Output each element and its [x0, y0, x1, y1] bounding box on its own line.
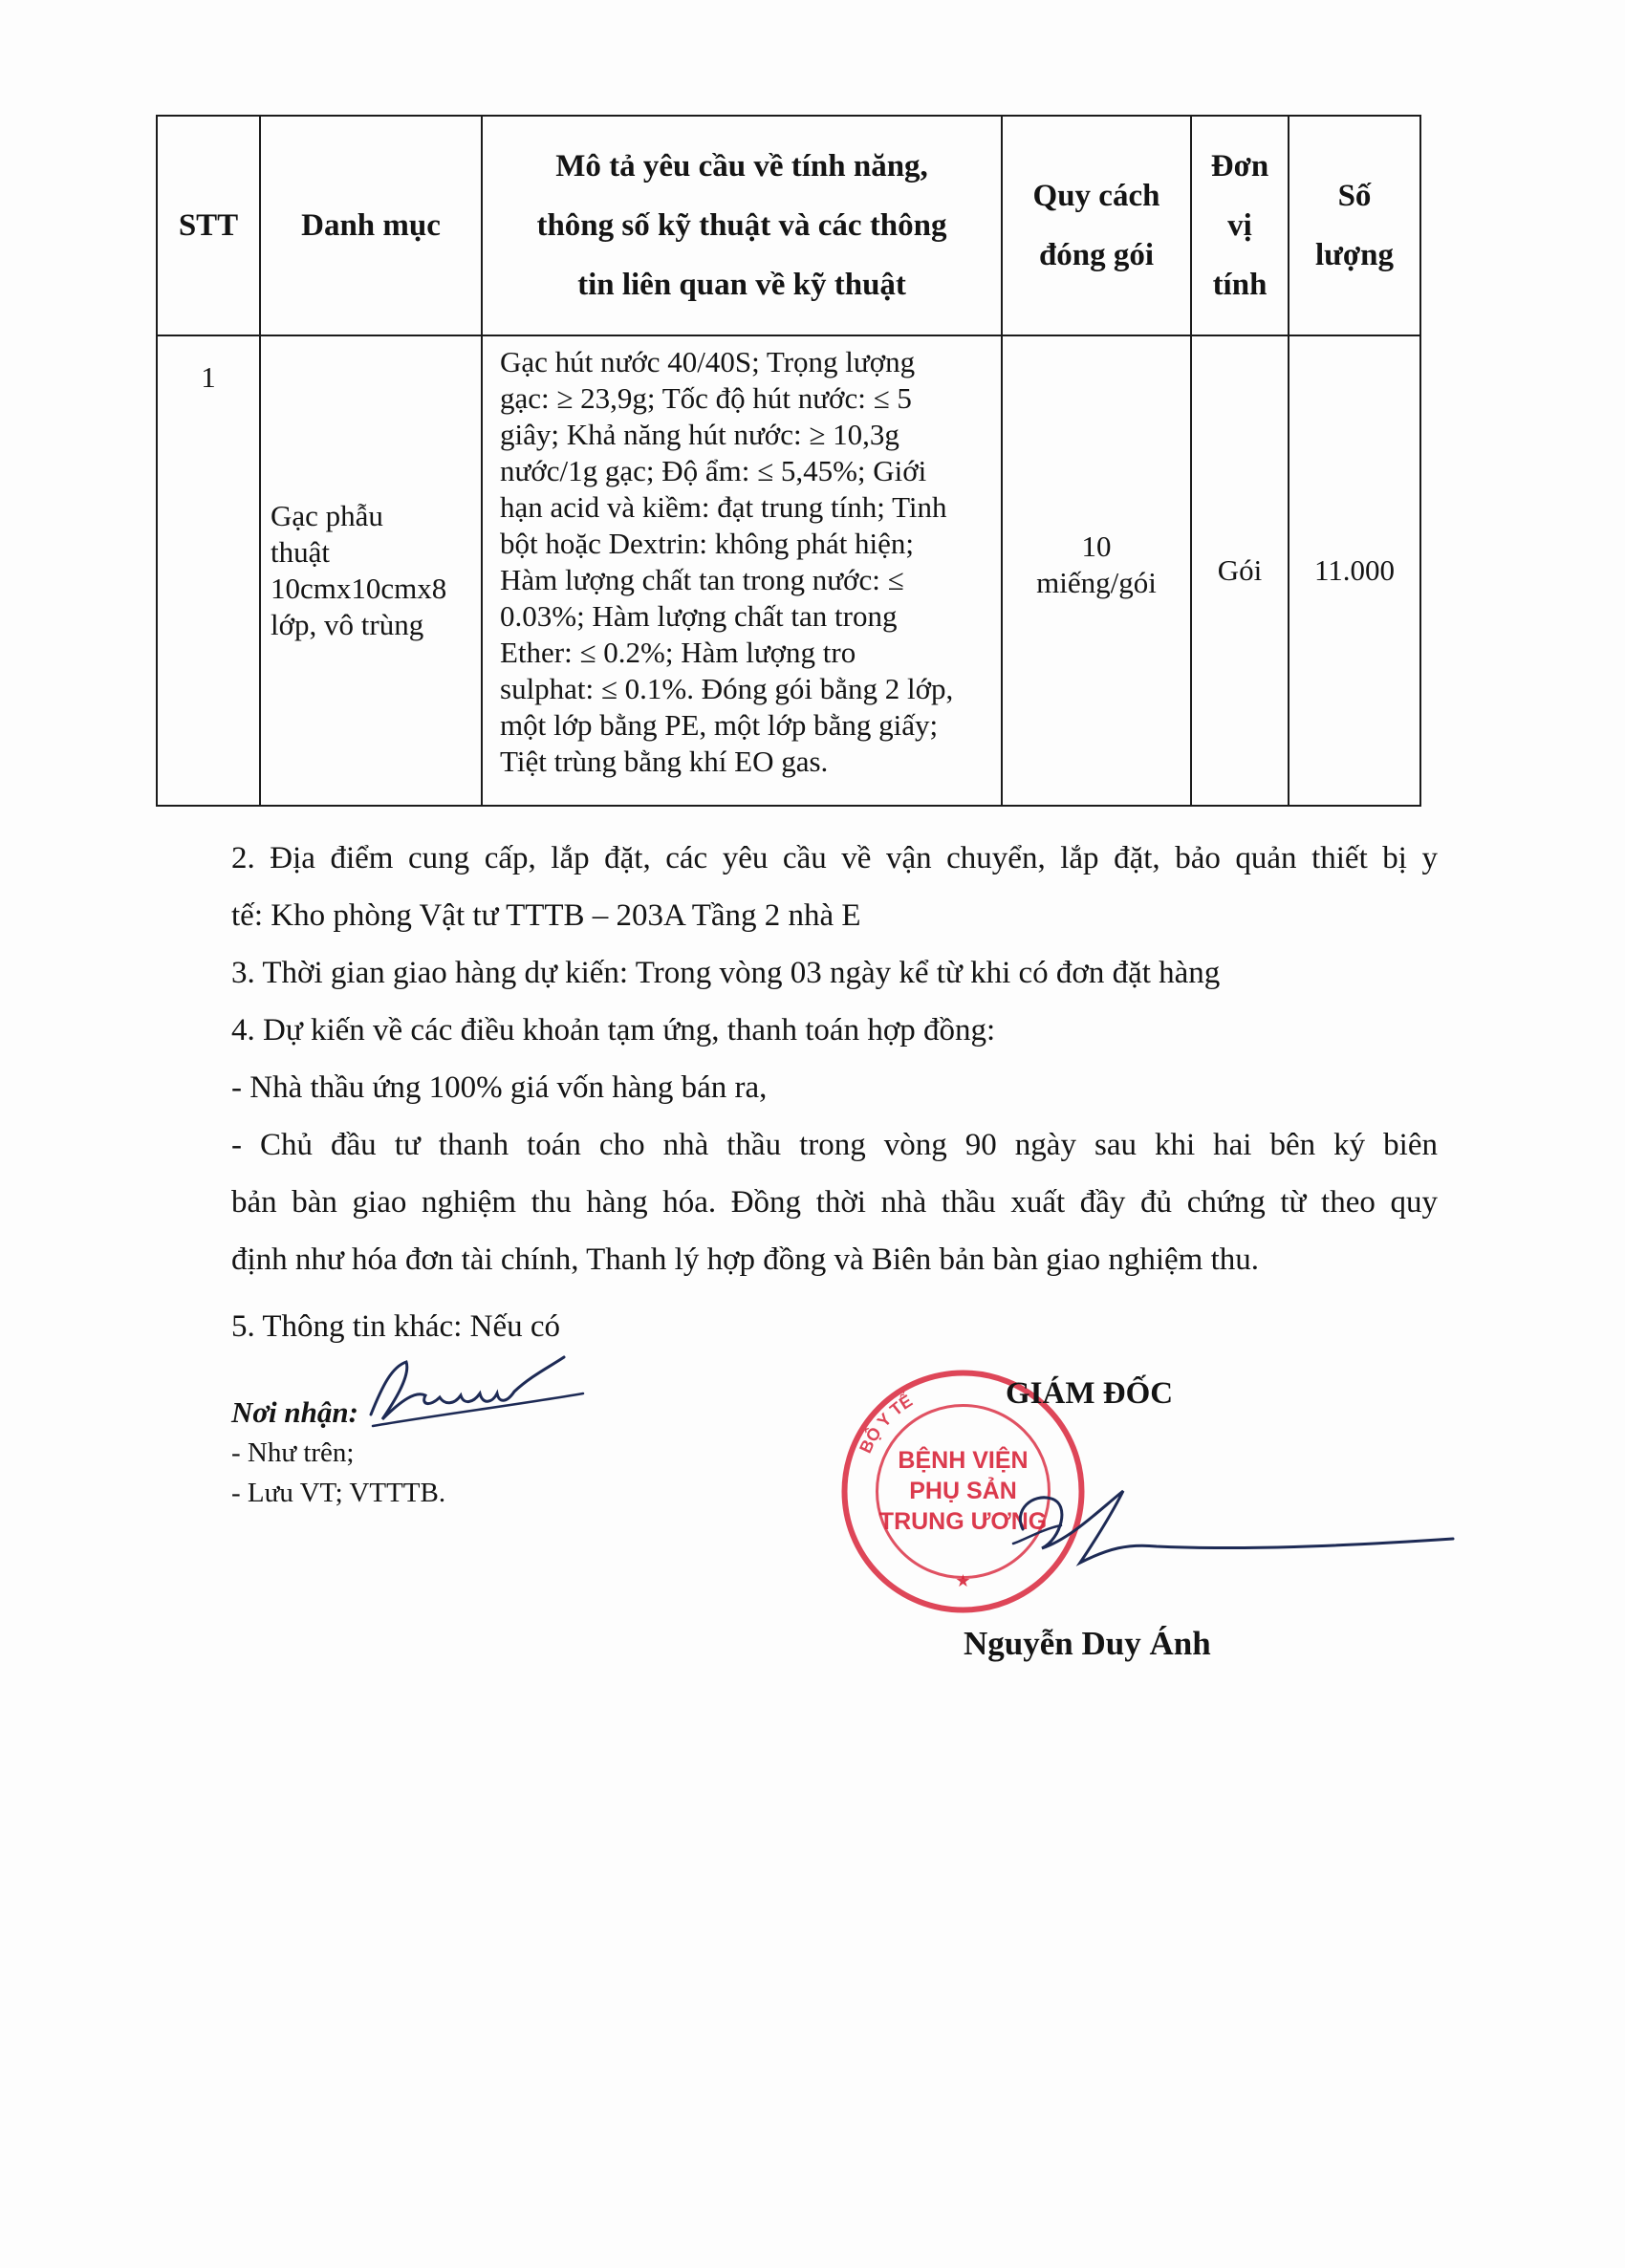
- table-row: [157, 335, 1420, 806]
- initial-signature-icon: [354, 1348, 593, 1443]
- section-other: 5. Thông tin khác: Nếu có: [231, 1309, 560, 1344]
- table-header-row: [157, 116, 1420, 335]
- svg-text:BỆNH VIỆN: BỆNH VIỆN: [898, 1447, 1029, 1474]
- header-stt: STT: [157, 116, 260, 335]
- cell-unit: Gói: [1191, 335, 1289, 806]
- director-signature-icon: [956, 1472, 1462, 1577]
- cell-description: Gạc hút nước 40/40S; Trọng lượng gạc: ≥ 23,9g; Tốc độ hút nước: ≤ 5 giây; Khả năng hút nước: ≥ 10,3g nước/1g gạc; Độ ẩm: ≤ 5,45%; Giới hạn acid và kiềm: đạt trung tính; Tinh bột hoặc Dextrin: không phát hiện; Hàm lượng chất tan trong nước: ≤ 0.03%; Hàm lượng chất tan trong Ether: ≤ 0.2%; Hàm lượng tro sulphat: ≤ 0.1%. Đóng gói bằng 2 lớp, một lớp bằng PE, một lớp bằng giấy; Tiệt trùng bằng khí EO gas.: [482, 335, 1002, 806]
- section-payment-item1: - Nhà thầu ứng 100% giá vốn hàng bán ra,: [231, 1070, 768, 1105]
- svg-text:★: ★: [955, 1571, 971, 1591]
- header-quantity: Số lượng: [1289, 116, 1420, 335]
- cell-quantity: 11.000: [1289, 335, 1420, 806]
- section-payment-title: 4. Dự kiến về các điều khoản tạm ứng, thanh toán hợp đồng:: [231, 1013, 996, 1048]
- cell-packaging: 10 miếng/gói: [1002, 335, 1191, 806]
- recipient-item: - Lưu VT; VTTTB.: [231, 1478, 446, 1508]
- director-title: GIÁM ĐỐC: [1006, 1376, 1174, 1411]
- svg-text:PHỤ SẢN: PHỤ SẢN: [909, 1478, 1017, 1504]
- section-payment-item2-line2: bản bàn giao nghiệm thu hàng hóa. Đồng thời nhà thầu xuất đầy đủ chứng từ theo quy: [231, 1185, 1438, 1220]
- header-packaging: Quy cách đóng gói: [1002, 116, 1191, 335]
- section-payment-item2-line3: định như hóa đơn tài chính, Thanh lý hợp đồng và Biên bản bàn giao nghiệm thu.: [231, 1242, 1260, 1277]
- svg-text:TRUNG ƯƠNG: TRUNG ƯƠNG: [878, 1508, 1048, 1535]
- header-category: Danh mục: [260, 116, 482, 335]
- header-unit: Đơn vị tính: [1191, 116, 1289, 335]
- section-delivery: 3. Thời gian giao hàng dự kiến: Trong vòng 03 ngày kể từ khi có đơn đặt hàng: [231, 956, 1221, 990]
- cell-stt: 1: [157, 335, 260, 806]
- section-payment-item2-line1: - Chủ đầu tư thanh toán cho nhà thầu trong vòng 90 ngày sau khi hai bên ký biên: [231, 1128, 1438, 1162]
- section-location-line2: tế: Kho phòng Vật tư TTTB – 203A Tầng 2 nhà E: [231, 898, 861, 933]
- section-location-line1: 2. Địa điểm cung cấp, lắp đặt, các yêu cầu về vận chuyển, lắp đặt, bảo quản thiết bị y: [231, 841, 1438, 875]
- svg-text:BỘ Y TẾ: BỘ Y TẾ: [856, 1391, 917, 1457]
- recipients-title: Nơi nhận:: [231, 1395, 358, 1429]
- header-description: Mô tả yêu cầu về tính năng, thông số kỹ thuật và các thông tin liên quan về kỹ thuật: [482, 116, 1002, 335]
- cell-item-name: Gạc phẫu thuật 10cmx10cmx8 lớp, vô trùng: [260, 335, 482, 806]
- director-name: Nguyễn Duy Ánh: [964, 1625, 1211, 1662]
- specification-table: [156, 115, 1421, 807]
- recipient-item: - Như trên;: [231, 1437, 355, 1468]
